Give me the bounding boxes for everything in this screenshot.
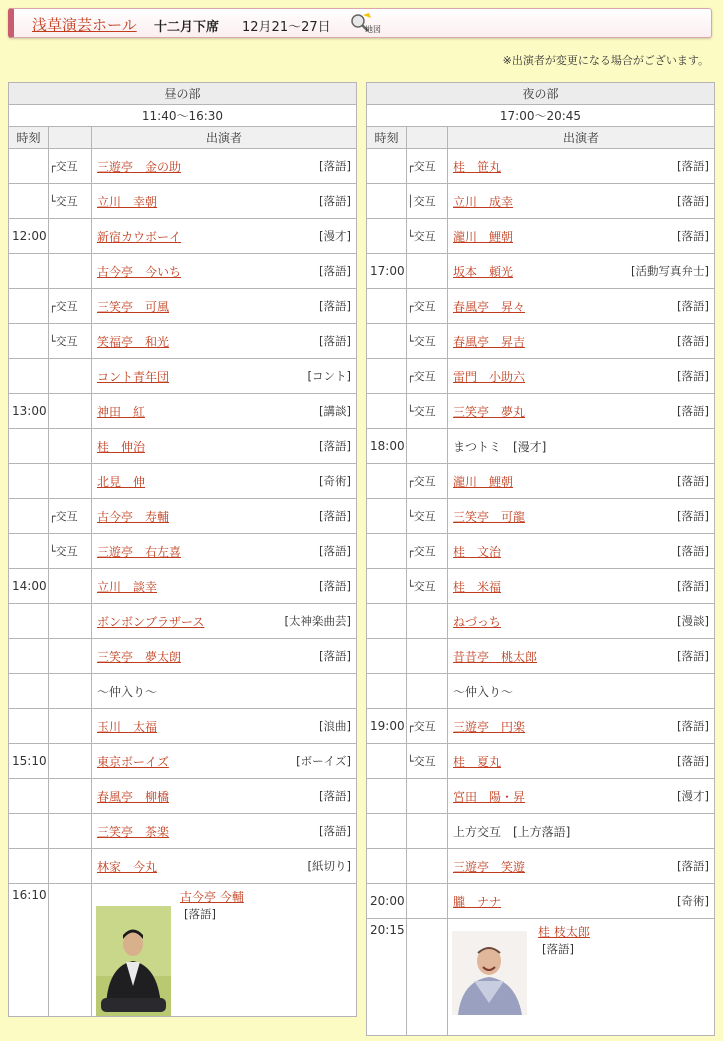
performer-cell: [448, 814, 715, 849]
schedule-row: [9, 849, 357, 884]
time-cell: [9, 709, 49, 744]
schedule-row: [9, 674, 357, 709]
performer-cell: [448, 604, 715, 639]
performer-link[interactable]: 古今亭 寿輔: [97, 509, 170, 524]
performer-link[interactable]: 東京ボーイズ: [97, 754, 169, 769]
alternating-mark: [407, 884, 448, 919]
schedule-row: [9, 324, 357, 359]
schedule-row: [367, 709, 715, 744]
performer-link[interactable]: 朧 ナナ: [453, 894, 502, 909]
performer-link[interactable]: 三笑亭 可風: [97, 299, 170, 314]
alternating-mark: └交互: [407, 569, 448, 604]
performer-link[interactable]: 宮田 陽・昇: [453, 789, 526, 804]
night-title: 夜の部: [367, 83, 715, 105]
genre-label: [落語]: [677, 159, 709, 173]
performer-cell: [92, 429, 357, 464]
performer-link[interactable]: 桂 米福: [453, 579, 502, 594]
genre-label: [落語]: [319, 334, 351, 348]
performer-cell: [92, 569, 357, 604]
alternating-mark: └交互: [49, 534, 92, 569]
schedule-row: [9, 499, 357, 534]
schedule-row: [9, 289, 357, 324]
alternating-mark: └交互: [407, 219, 448, 254]
period-label: 十二月下席: [154, 20, 220, 35]
genre-label: [ボーイズ]: [296, 754, 351, 768]
headliner-cell: [448, 919, 715, 1036]
schedule-row: [367, 534, 715, 569]
performer-cell: [448, 849, 715, 884]
time-cell: [9, 324, 49, 359]
performer-link[interactable]: 昔昔亭 桃太郎: [453, 649, 538, 664]
schedule-row: [367, 429, 715, 464]
alternating-mark: [49, 674, 92, 709]
genre-label: [浪曲]: [319, 719, 351, 733]
headliner-genre: [落語]: [184, 907, 216, 921]
notice-text: ※出演者が変更になる場合がございます。: [502, 54, 709, 67]
performer-link[interactable]: 立川 幸朝: [97, 194, 158, 209]
schedule-row: [367, 254, 715, 289]
time-cell: [367, 289, 407, 324]
performer-link[interactable]: 北見 伸: [97, 474, 146, 489]
alternating-mark: [49, 464, 92, 499]
page-header: [8, 8, 712, 38]
performer-header: 出演者: [92, 127, 357, 149]
performer-link[interactable]: 神田 紅: [97, 404, 146, 419]
performer-link[interactable]: 林家 今丸: [97, 859, 158, 874]
performer-link[interactable]: 桂 伸治: [97, 439, 146, 454]
time-cell: [367, 359, 407, 394]
performer-cell: [92, 289, 357, 324]
genre-label: [落語]: [319, 264, 351, 278]
alternating-mark: [407, 779, 448, 814]
schedule-row: [9, 814, 357, 849]
alternating-mark: [49, 849, 92, 884]
schedule-row: [367, 359, 715, 394]
schedule-row: [9, 464, 357, 499]
schedule-row: [9, 744, 357, 779]
alternating-mark: [407, 639, 448, 674]
time-cell: [9, 534, 49, 569]
program-note: 上方交互 [上方落語]: [453, 824, 571, 839]
performer-link[interactable]: 三笑亭 夢太朗: [97, 649, 182, 664]
schedule-row: [367, 639, 715, 674]
mark-header: [407, 127, 448, 149]
performer-link[interactable]: 三笑亭 夢丸: [453, 404, 526, 419]
alternating-mark: ┌交互: [407, 149, 448, 184]
alternating-mark: [407, 254, 448, 289]
performer-link[interactable]: ねづっち: [453, 614, 501, 629]
day-program-table: [8, 82, 357, 1017]
time-cell: [9, 639, 49, 674]
genre-label: [落語]: [677, 544, 709, 558]
performer-cell: [92, 709, 357, 744]
performer-cell: [448, 149, 715, 184]
mark-header: [49, 127, 92, 149]
alternating-mark: [49, 884, 92, 1017]
time-cell: [367, 534, 407, 569]
time-cell: [9, 674, 49, 709]
performer-cell: [448, 394, 715, 429]
performer-link[interactable]: コント青年団: [97, 369, 170, 384]
dates-label: 12月21～27日: [242, 20, 331, 35]
alternating-mark: └交互: [407, 744, 448, 779]
time-cell: [367, 569, 407, 604]
genre-label: [落語]: [319, 579, 351, 593]
alternating-mark: └交互: [407, 499, 448, 534]
performer-photo[interactable]: [452, 931, 527, 1041]
time-cell: [367, 464, 407, 499]
schedule-row: [367, 499, 715, 534]
schedule-row: [367, 464, 715, 499]
time-cell: 13:00: [9, 394, 49, 429]
genre-label: [落語]: [319, 194, 351, 208]
performer-link[interactable]: 瀧川 鯉朝: [453, 474, 514, 489]
schedule-row: [9, 254, 357, 289]
headliner-row: [9, 884, 357, 1017]
schedule-row: [9, 779, 357, 814]
performer-cell: [92, 534, 357, 569]
alternating-mark: [49, 254, 92, 289]
alternating-mark: ┌交互: [407, 709, 448, 744]
performer-link[interactable]: 桂 夏丸: [453, 754, 502, 769]
schedule-row: [367, 289, 715, 324]
performer-link[interactable]: 古今亭 今いち: [97, 264, 182, 279]
performer-cell: [448, 744, 715, 779]
genre-label: [落語]: [677, 194, 709, 208]
time-cell: [9, 464, 49, 499]
time-cell: [9, 289, 49, 324]
alternating-mark: ┌交互: [407, 359, 448, 394]
performer-cell: [92, 674, 357, 709]
program-note: まつトミ [漫才]: [453, 439, 547, 454]
program-note: ～仲入り～: [453, 684, 514, 699]
performer-cell: [448, 429, 715, 464]
headliner-link[interactable]: 古今亭 今輔: [180, 890, 244, 904]
schedule-row: [367, 219, 715, 254]
performer-cell: [92, 219, 357, 254]
time-cell: [9, 604, 49, 639]
schedule-row: [367, 184, 715, 219]
schedule-row: [367, 849, 715, 884]
time-cell: [367, 219, 407, 254]
performer-photo[interactable]: [96, 906, 171, 1016]
schedule-row: [367, 149, 715, 184]
alternating-mark: ┌交互: [49, 149, 92, 184]
performer-cell: [448, 464, 715, 499]
performer-link[interactable]: 三遊亭 金の助: [97, 159, 182, 174]
time-cell: [367, 394, 407, 429]
performer-link[interactable]: 立川 成幸: [453, 194, 514, 209]
time-cell: 14:00: [9, 569, 49, 604]
performer-cell: [92, 744, 357, 779]
time-cell: [367, 779, 407, 814]
night-hours: 17:00～20:45: [367, 105, 715, 127]
time-cell: [367, 184, 407, 219]
alternating-mark: [407, 429, 448, 464]
performer-cell: [92, 604, 357, 639]
performer-link[interactable]: 春風亭 柳橋: [97, 789, 170, 804]
time-cell: 20:00: [367, 884, 407, 919]
genre-label: [落語]: [677, 859, 709, 873]
genre-label: [落語]: [677, 719, 709, 733]
genre-label: [落語]: [677, 474, 709, 488]
time-cell: 20:15: [367, 919, 407, 1036]
alternating-mark: [407, 674, 448, 709]
schedule-row: [367, 569, 715, 604]
genre-label: [落語]: [319, 824, 351, 838]
genre-label: [講談]: [319, 404, 351, 418]
performer-cell: [92, 184, 357, 219]
time-cell: 12:00: [9, 219, 49, 254]
performer-link[interactable]: 玉川 太福: [97, 719, 158, 734]
time-cell: [9, 184, 49, 219]
alternating-mark: └交互: [49, 184, 92, 219]
schedule-row: [9, 429, 357, 464]
performer-link[interactable]: 春風亭 昇々: [453, 299, 526, 314]
headliner-link[interactable]: 桂 枝太郎: [538, 925, 590, 939]
performer-cell: [448, 359, 715, 394]
time-cell: [367, 639, 407, 674]
performer-link[interactable]: 笑福亭 和光: [97, 334, 170, 349]
performer-link[interactable]: 三遊亭 円楽: [453, 719, 526, 734]
performer-cell: [92, 464, 357, 499]
alternating-mark: └交互: [49, 324, 92, 359]
performer-cell: [448, 709, 715, 744]
schedule-row: [367, 779, 715, 814]
alternating-mark: [49, 604, 92, 639]
alternating-mark: [49, 709, 92, 744]
performer-cell: [92, 254, 357, 289]
performer-cell: [92, 814, 357, 849]
genre-label: [活動写真弁士]: [631, 264, 709, 278]
time-cell: [9, 149, 49, 184]
performer-cell: [448, 254, 715, 289]
map-label: 地図: [365, 25, 381, 34]
performer-cell: [92, 499, 357, 534]
alternating-mark: [49, 744, 92, 779]
schedule-row: [9, 359, 357, 394]
schedule-row: [9, 604, 357, 639]
performer-cell: [448, 639, 715, 674]
time-cell: [9, 254, 49, 289]
performer-link[interactable]: 桂 笹丸: [453, 159, 502, 174]
genre-label: [落語]: [677, 404, 709, 418]
performer-link[interactable]: 新宿カウボーイ: [97, 229, 182, 244]
performer-cell: [448, 779, 715, 814]
genre-label: [落語]: [319, 544, 351, 558]
performer-cell: [448, 884, 715, 919]
performer-cell: [448, 324, 715, 359]
time-cell: [9, 849, 49, 884]
time-cell: [367, 499, 407, 534]
time-cell: 19:00: [367, 709, 407, 744]
schedule-row: [9, 219, 357, 254]
performer-cell: [92, 639, 357, 674]
genre-label: [落語]: [677, 369, 709, 383]
genre-label: [落語]: [319, 789, 351, 803]
performer-cell: [92, 324, 357, 359]
alternating-mark: [49, 569, 92, 604]
genre-label: [落語]: [677, 579, 709, 593]
hall-name-link[interactable]: 浅草演芸ホール: [32, 16, 137, 34]
alternating-mark: [49, 429, 92, 464]
schedule-row: [367, 884, 715, 919]
genre-label: [落語]: [319, 649, 351, 663]
time-cell: [367, 849, 407, 884]
performer-link[interactable]: 三笑亭 可龍: [453, 509, 526, 524]
alternating-mark: [49, 219, 92, 254]
time-cell: [367, 674, 407, 709]
alternating-mark: │交互: [407, 184, 448, 219]
time-cell: [367, 814, 407, 849]
time-cell: [9, 499, 49, 534]
genre-label: [漫才]: [677, 789, 709, 803]
performer-cell: [92, 359, 357, 394]
performer-link[interactable]: ボンボンブラザース: [97, 614, 205, 629]
genre-label: [落語]: [677, 334, 709, 348]
alternating-mark: ┌交互: [49, 289, 92, 324]
genre-label: [漫才]: [319, 229, 351, 243]
performer-cell: [448, 184, 715, 219]
performer-cell: [448, 289, 715, 324]
performer-link[interactable]: 三笑亭 茶楽: [97, 824, 170, 839]
schedule-row: [367, 394, 715, 429]
genre-label: [奇術]: [677, 894, 709, 908]
alternating-mark: [407, 919, 448, 1036]
headliner-cell: [92, 884, 357, 1017]
genre-label: [落語]: [319, 439, 351, 453]
schedule-row: [9, 394, 357, 429]
schedule-row: [9, 149, 357, 184]
genre-label: [落語]: [677, 299, 709, 313]
performer-link[interactable]: 雷門 小助六: [453, 369, 526, 384]
performer-link[interactable]: 三遊亭 笑遊: [453, 859, 526, 874]
day-title: 昼の部: [9, 83, 357, 105]
program-note: ～仲入り～: [97, 684, 158, 699]
time-cell: [367, 604, 407, 639]
performer-link[interactable]: 瀧川 鯉朝: [453, 229, 514, 244]
performer-link[interactable]: 桂 文治: [453, 544, 502, 559]
alternating-mark: [49, 639, 92, 674]
schedule-row: [367, 814, 715, 849]
alternating-mark: [407, 604, 448, 639]
time-cell: [367, 744, 407, 779]
performer-cell: [92, 849, 357, 884]
genre-label: [太神楽曲芸]: [284, 614, 351, 628]
performer-cell: [448, 674, 715, 709]
performer-cell: [448, 569, 715, 604]
genre-label: [漫談]: [677, 614, 709, 628]
alternating-mark: [49, 814, 92, 849]
performer-link[interactable]: 三遊亭 右左喜: [97, 544, 182, 559]
genre-label: [コント]: [307, 369, 351, 383]
genre-label: [紙切り]: [307, 859, 351, 873]
genre-label: [落語]: [319, 299, 351, 313]
time-cell: [367, 149, 407, 184]
headliner-row: [367, 919, 715, 1036]
genre-label: [落語]: [677, 649, 709, 663]
schedule-row: [367, 604, 715, 639]
genre-label: [落語]: [319, 159, 351, 173]
alternating-mark: └交互: [407, 324, 448, 359]
alternating-mark: [49, 394, 92, 429]
alternating-mark: ┌交互: [407, 534, 448, 569]
alternating-mark: ┌交互: [407, 289, 448, 324]
night-program-table: [366, 82, 715, 1036]
genre-label: [落語]: [677, 509, 709, 523]
performer-cell: [448, 219, 715, 254]
time-cell: 16:10: [9, 884, 49, 1017]
schedule-row: [9, 534, 357, 569]
alternating-mark: ┌交互: [49, 499, 92, 534]
performer-cell: [92, 394, 357, 429]
day-hours: 11:40～16:30: [9, 105, 357, 127]
performer-cell: [92, 149, 357, 184]
alternating-mark: [407, 814, 448, 849]
performer-cell: [448, 499, 715, 534]
time-cell: [367, 324, 407, 359]
performer-header: 出演者: [448, 127, 715, 149]
alternating-mark: [49, 359, 92, 394]
schedule-row: [9, 569, 357, 604]
time-cell: [9, 779, 49, 814]
genre-label: [奇術]: [319, 474, 351, 488]
performer-link[interactable]: 春風亭 昇吉: [453, 334, 526, 349]
schedule-row: [367, 744, 715, 779]
performer-cell: [448, 534, 715, 569]
genre-label: [落語]: [319, 509, 351, 523]
schedule-row: [367, 674, 715, 709]
headliner-genre: [落語]: [542, 942, 574, 956]
genre-label: [落語]: [677, 229, 709, 243]
time-cell: [9, 359, 49, 394]
time-cell: [9, 429, 49, 464]
time-cell: [9, 814, 49, 849]
schedule-row: [9, 639, 357, 674]
time-cell: 18:00: [367, 429, 407, 464]
alternating-mark: └交互: [407, 394, 448, 429]
schedule-row: [9, 709, 357, 744]
time-cell: 15:10: [9, 744, 49, 779]
schedule-row: [9, 184, 357, 219]
time-header: 時刻: [367, 127, 407, 149]
performer-cell: [92, 779, 357, 814]
time-cell: 17:00: [367, 254, 407, 289]
genre-label: [落語]: [677, 754, 709, 768]
alternating-mark: [407, 849, 448, 884]
alternating-mark: ┌交互: [407, 464, 448, 499]
map-icon[interactable]: [347, 12, 383, 34]
alternating-mark: [49, 779, 92, 814]
performer-link[interactable]: 立川 談幸: [97, 579, 158, 594]
time-header: 時刻: [9, 127, 49, 149]
performer-link[interactable]: 坂本 頼光: [453, 264, 514, 279]
schedule-row: [367, 324, 715, 359]
